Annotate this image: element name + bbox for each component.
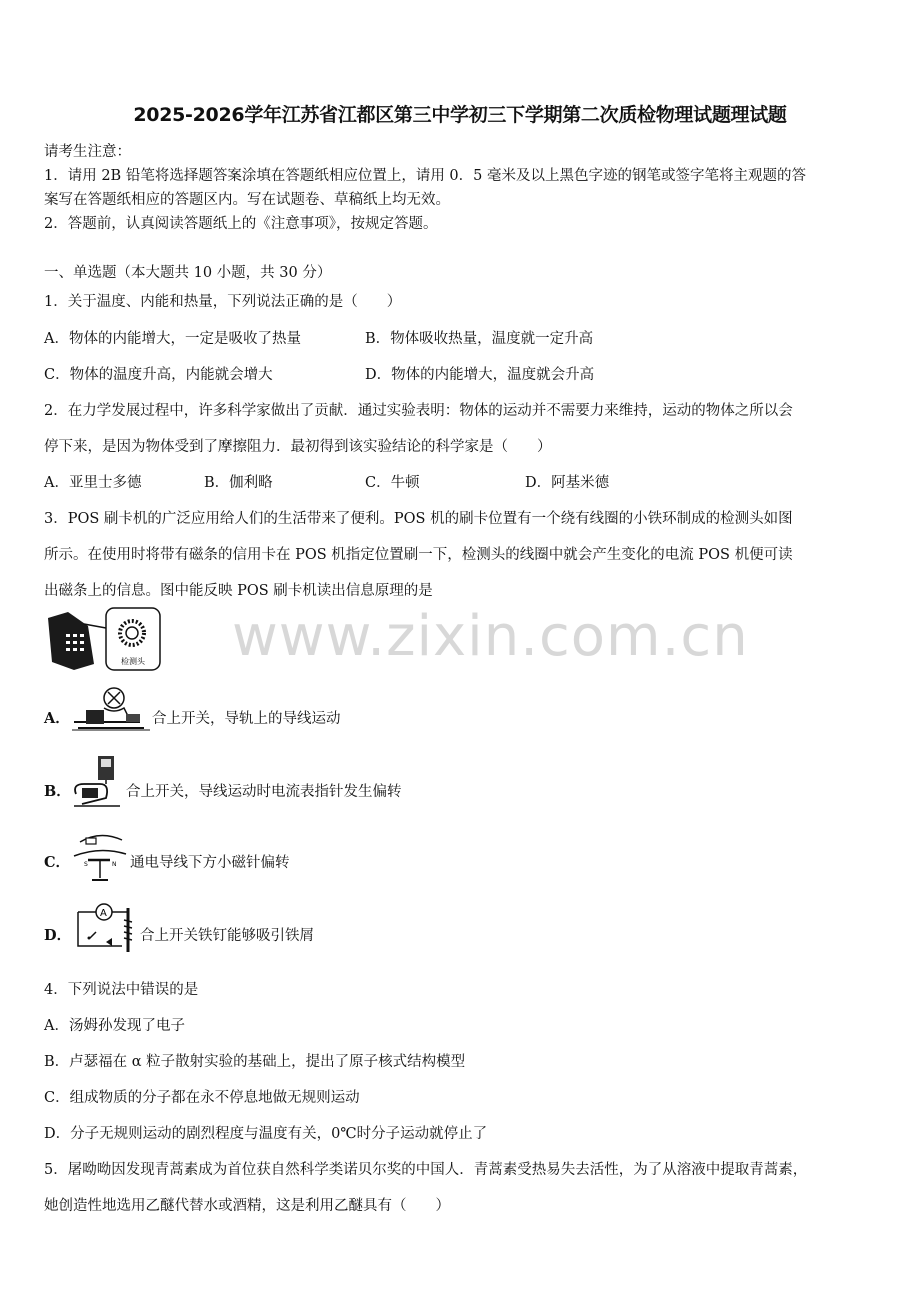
watermark: www.zixin.com.cn (232, 604, 749, 669)
page-title: 2025-2026学年江苏省江都区第三中学初三下学期第二次质检物理试题理试题 (133, 104, 787, 126)
electromagnet-experiment-icon (72, 902, 138, 956)
q5-stem-line1: 5．屠呦呦因发现青蒿素成为首位获自然科学类诺贝尔奖的中国人．青蒿素受热易失去活性，为了从溶液中提取青蒿素， (44, 1162, 808, 1178)
q1-option-d: D．物体的内能增大，温度就会升高 (365, 367, 595, 383)
q1-option-a: A．物体的内能增大，一定是吸收了热量 (44, 331, 301, 347)
oersted-experiment-icon (70, 830, 130, 886)
q3-option-d-text: 合上开关铁钉能够吸引铁屑 (140, 928, 314, 944)
q2-stem-line2: 停下来，是因为物体受到了摩擦阻力．最初得到该实验结论的科学家是（ ） (44, 439, 552, 455)
q1-option-b: B．物体吸收热量，温度就一定升高 (365, 331, 594, 347)
q3-option-a-label: A． (44, 710, 70, 727)
generator-experiment-icon (70, 754, 126, 812)
q1-stem: 1．关于温度、内能和热量，下列说法正确的是（ ） (44, 294, 402, 310)
notice-line-1a: 1．请用 2B 铅笔将选择题答案涂填在答题纸相应位置上，请用 0．5 毫米及以上黑色字迹的钢笔或签字笔将主观题的答 (44, 168, 806, 184)
notice-line-2: 2．答题前，认真阅读答题纸上的《注意事项》，按规定答题。 (44, 216, 438, 232)
section-heading: 一、单选题（本大题共 10 小题，共 30 分） (44, 265, 332, 281)
q2-option-b: B．伽利略 (204, 475, 273, 491)
pos-detector-figure (44, 606, 162, 672)
q4-stem: 4．下列说法中错误的是 (44, 982, 199, 998)
svg-text:N: N (112, 861, 117, 868)
q4-option-d: D．分子无规则运动的剧烈程度与温度有关，0℃时分子运动就停止了 (44, 1126, 488, 1142)
q1-option-c: C．物体的温度升高，内能就会增大 (44, 367, 273, 383)
q3-option-c-text: 通电导线下方小磁针偏转 (130, 855, 290, 871)
notice-heading: 请考生注意： (44, 144, 131, 160)
q4-option-a: A．汤姆孙发现了电子 (44, 1018, 185, 1034)
svg-text:S: S (84, 861, 88, 868)
svg-text:A: A (100, 908, 107, 919)
q2-stem-line1: 2．在力学发展过程中，许多科学家做出了贡献．通过实验表明：物体的运动并不需要力来维持，运动的物体之所以会 (44, 403, 793, 419)
figure-label: 检测头 (121, 657, 145, 666)
q5-stem-line2: 她创造性地选用乙醚代替水或酒精，这是利用乙醚具有（ ） (44, 1198, 450, 1214)
q3-stem-line3: 出磁条上的信息。图中能反映 POS 刷卡机读出信息原理的是 (44, 583, 433, 599)
notice-line-1b: 案写在答题纸相应的答题区内。写在试题卷、草稿纸上均无效。 (44, 192, 450, 208)
q3-option-b-text: 合上开关，导线运动时电流表指针发生偏转 (126, 784, 402, 800)
q3-option-d-label: D． (44, 927, 72, 944)
q3-stem-line1: 3．POS 刷卡机的广泛应用给人们的生活带来了便利。POS 机的刷卡位置有一个绕有线圈的小铁环制成的检测头如图 (44, 511, 793, 527)
q2-option-c: C．牛顿 (365, 475, 420, 491)
q3-option-c-label: C． (44, 854, 71, 871)
q2-option-a: A．亚里士多德 (44, 475, 142, 491)
q3-option-a-text: 合上开关，导轨上的导线运动 (152, 711, 341, 727)
rail-motor-experiment-icon (70, 684, 152, 736)
q3-option-b-label: B． (44, 783, 71, 800)
q3-stem-line2: 所示。在使用时将带有磁条的信用卡在 POS 机指定位置刷一下，检测头的线圈中就会产生变化的电流 POS 机便可读 (44, 547, 793, 563)
q2-option-d: D．阿基米德 (525, 475, 610, 491)
q4-option-b: B．卢瑟福在 α 粒子散射实验的基础上，提出了原子核式结构模型 (44, 1054, 466, 1070)
q4-option-c: C．组成物质的分子都在永不停息地做无规则运动 (44, 1090, 360, 1106)
